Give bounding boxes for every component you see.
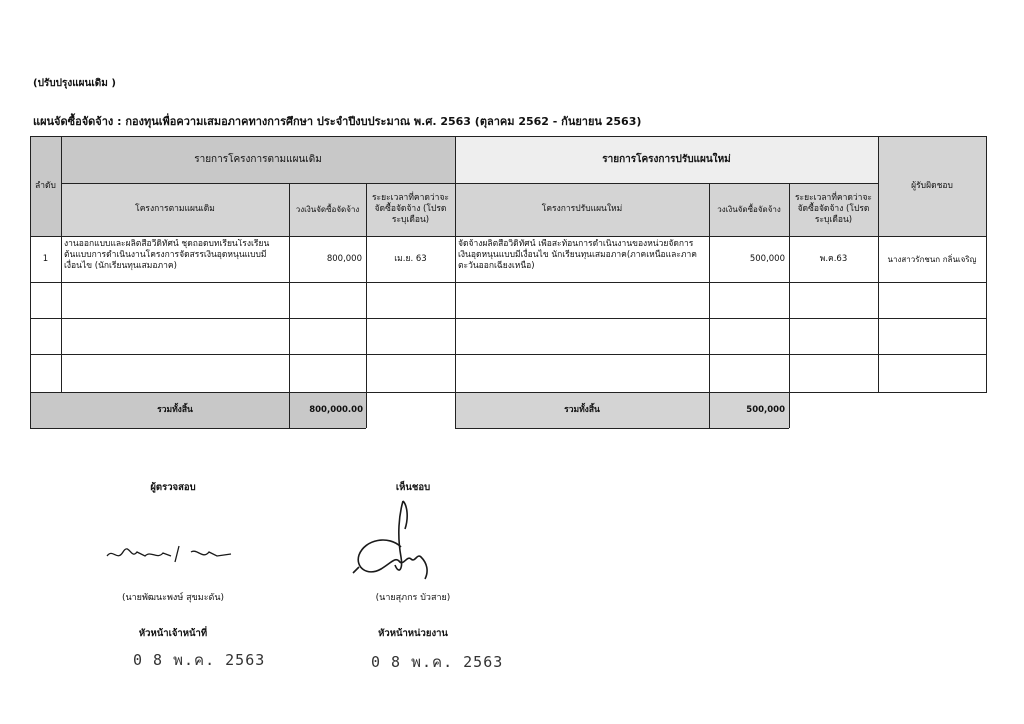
approver-name: (นายสุภกร บัวสาย) bbox=[375, 593, 451, 603]
row-responsible: นางสาวรักชนก กลิ่นเจริญ bbox=[887, 254, 977, 264]
new-period-header: ระยะเวลาที่คาดว่าจะจัดซื้อจัดจ้าง (โปรดระบุเดือน) bbox=[794, 193, 872, 225]
new-group-header: รายการโครงการปรับแผนใหม่ bbox=[602, 154, 731, 165]
reviewer-signature bbox=[105, 538, 245, 568]
document-note: (ปรับปรุงแผนเดิม ) bbox=[33, 78, 116, 89]
old-total-value: 800,000.00 bbox=[309, 404, 363, 415]
approver-role: เห็นชอบ bbox=[395, 482, 431, 493]
approver-position: หัวหน้าหน่วยงาน bbox=[378, 628, 448, 639]
approver-date-stamp: 0 8 พ.ค. 2563 bbox=[371, 653, 504, 671]
old-total-label: รวมทั้งสิ้น bbox=[157, 404, 193, 415]
table-line bbox=[30, 354, 987, 355]
table-border-right bbox=[986, 136, 987, 392]
new-total-label: รวมทั้งสิ้น bbox=[564, 404, 600, 415]
old-budget-header: วงเงินจัดซื้อจัดจ้าง bbox=[295, 205, 360, 214]
document-title: แผนจัดซื้อจัดจ้าง : กองทุนเพื่อความเสมอภาคทางการศึกษา ประจำปีงบประมาณ พ.ศ. 2563 (ตุลาคม 2562 - กันยายน 2563) bbox=[33, 115, 642, 128]
row-new-project: จัดจ้างผลิตสื่อวิดิทัศน์ เพื่อสะท้อนการดำเนินงานของหน่วยจัดการเงินอุดหนุนแบบมีเงื่อนไข นักเรียนทุนเสมอภาค(ภาคเหนือและภาคตะวันออกเฉียงเหนือ) bbox=[458, 239, 697, 271]
reviewer-date-stamp: 0 8 พ.ค. 2563 bbox=[133, 651, 266, 669]
reviewer-role: ผู้ตรวจสอบ bbox=[150, 482, 196, 493]
table-line bbox=[455, 428, 789, 429]
row-old-project: งานออกแบบและผลิตสื่อวีดิทัศน์ ชุดถอดบทเรียนโรงเรียนต้นแบบการดำเนินงานโครงการจัดสรรเงินอุดหนุนแบบมีเงื่อนไข (นักเรียนทุนเสมอภาค) bbox=[64, 239, 270, 271]
table-line bbox=[30, 428, 366, 429]
new-total-value: 500,000 bbox=[746, 404, 785, 415]
row-new-budget: 500,000 bbox=[749, 253, 785, 264]
row-new-period: พ.ค.63 bbox=[819, 253, 848, 264]
old-project-header: โครงการตามแผนเดิม bbox=[135, 204, 215, 214]
reviewer-position: หัวหน้าเจ้าหน้าที่ bbox=[138, 628, 208, 639]
new-project-header: โครงการปรับแผนใหม่ bbox=[541, 204, 623, 214]
old-group-header: รายการโครงการตามแผนเดิม bbox=[194, 154, 322, 165]
row-old-budget: 800,000 bbox=[326, 253, 362, 264]
responsible-header: ผู้รับผิดชอบ bbox=[911, 180, 953, 191]
seq-header: ลำดับ bbox=[35, 180, 56, 191]
approver-signature bbox=[345, 495, 455, 585]
reviewer-name: (นายพัฒนะพงษ์ สุขมะดัน) bbox=[121, 593, 225, 603]
table-line bbox=[30, 318, 987, 319]
table-line bbox=[30, 282, 987, 283]
row-old-period: เม.ย. 63 bbox=[394, 253, 427, 264]
new-budget-header: วงเงินจัดซื้อจัดจ้าง bbox=[717, 205, 781, 214]
old-period-header: ระยะเวลาที่คาดว่าจะจัดซื้อจัดจ้าง (โปรดระบุเดือน) bbox=[371, 193, 449, 225]
row-seq: 1 bbox=[42, 253, 49, 264]
